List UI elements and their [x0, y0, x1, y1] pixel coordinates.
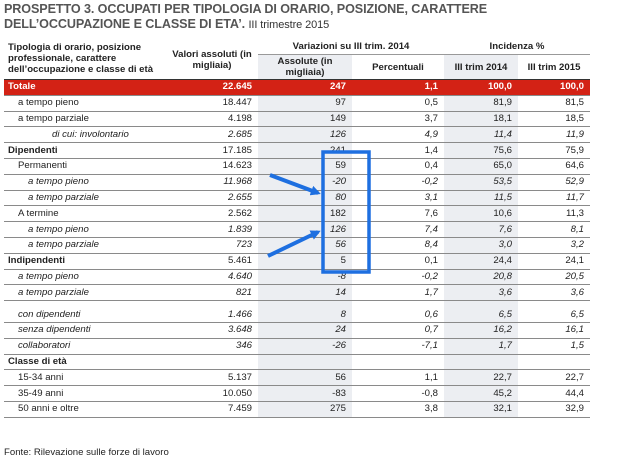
cell-i14: 53,5	[444, 174, 518, 190]
table-row	[4, 237, 590, 253]
cell-a: 247	[258, 80, 352, 96]
table-row	[4, 127, 590, 143]
row-label: 35-49 anni	[4, 386, 166, 402]
cell-v: 1.466	[166, 307, 258, 322]
cell-v: 11.968	[166, 174, 258, 190]
cell-v: 3.648	[166, 322, 258, 338]
row-label: Indipendenti	[4, 253, 166, 269]
cell-v: 10.050	[166, 386, 258, 402]
row-label: a tempo parziale	[4, 285, 166, 301]
cell-v: 723	[166, 237, 258, 253]
cell-a: 97	[258, 95, 352, 111]
cell-i14: 100,0	[444, 80, 518, 96]
cell-i14: 65,0	[444, 158, 518, 174]
row-label: A termine	[4, 206, 166, 222]
header-label: Tipologia di orario, posizione professionale, carattere dell’occupazione e classe di età	[4, 40, 166, 80]
cell-a: 80	[258, 190, 352, 206]
cell-p: 3,7	[352, 111, 444, 127]
cell-i14: 3,0	[444, 237, 518, 253]
cell-p: -0,2	[352, 174, 444, 190]
cell-i14: 45,2	[444, 386, 518, 402]
cell-i14: 10,6	[444, 206, 518, 222]
row-label: a tempo parziale	[4, 237, 166, 253]
cell-v: 4.640	[166, 269, 258, 285]
cell-i14: 16,2	[444, 322, 518, 338]
title-sub: III trimestre 2015	[248, 19, 330, 31]
cell-i15: 75,9	[518, 143, 590, 159]
cell-i15: 20,5	[518, 269, 590, 285]
cell-i14: 18,1	[444, 111, 518, 127]
cell-a: -83	[258, 386, 352, 402]
cell-v: 1.839	[166, 222, 258, 238]
cell-p: -0,2	[352, 269, 444, 285]
cell-v: 2.655	[166, 190, 258, 206]
table-row	[4, 307, 590, 322]
cell-p: 0,7	[352, 322, 444, 338]
table-row	[4, 174, 590, 190]
cell-v: 14.623	[166, 158, 258, 174]
cell-v: 18.447	[166, 95, 258, 111]
cell-v: 4.198	[166, 111, 258, 127]
cell-i15: 32,9	[518, 401, 590, 417]
table-row-total	[4, 80, 590, 96]
cell-i15: 1,5	[518, 338, 590, 354]
cell-v: 5.461	[166, 253, 258, 269]
cell-i15	[518, 354, 590, 370]
table-row	[4, 158, 590, 174]
cell-v: 17.185	[166, 143, 258, 159]
cell-i15: 6,5	[518, 307, 590, 322]
table-row	[4, 253, 590, 269]
cell-i14: 22,7	[444, 370, 518, 386]
cell-p: 0,5	[352, 95, 444, 111]
cell-p: 0,4	[352, 158, 444, 174]
cell-i14	[444, 354, 518, 370]
cell-p: 7,6	[352, 206, 444, 222]
row-label: di cui: involontario	[4, 127, 166, 143]
cell-a: 182	[258, 206, 352, 222]
cell-a: 24	[258, 322, 352, 338]
cell-i14: 32,1	[444, 401, 518, 417]
cell-i14: 6,5	[444, 307, 518, 322]
table-row	[4, 386, 590, 402]
cell-a	[258, 354, 352, 370]
cell-a: 59	[258, 158, 352, 174]
cell-v: 346	[166, 338, 258, 354]
row-label: a tempo pieno	[4, 222, 166, 238]
cell-v: 821	[166, 285, 258, 301]
page-title	[4, 2, 616, 33]
cell-p: 1,7	[352, 285, 444, 301]
cell-v: 7.459	[166, 401, 258, 417]
cell-p: 1,1	[352, 80, 444, 96]
row-label: a tempo pieno	[4, 269, 166, 285]
cell-i14: 20,8	[444, 269, 518, 285]
cell-a: 149	[258, 111, 352, 127]
row-label: senza dipendenti	[4, 322, 166, 338]
cell-i14: 7,6	[444, 222, 518, 238]
row-label: Classe di età	[4, 354, 166, 370]
cell-i14: 11,4	[444, 127, 518, 143]
header-variazioni: Variazioni su III trim. 2014	[258, 40, 444, 55]
cell-i14: 11,5	[444, 190, 518, 206]
row-label: a tempo pieno	[4, 174, 166, 190]
cell-a: -26	[258, 338, 352, 354]
cell-i14: 1,7	[444, 338, 518, 354]
cell-a: 126	[258, 222, 352, 238]
cell-i15: 8,1	[518, 222, 590, 238]
cell-p: -7,1	[352, 338, 444, 354]
cell-v: 22.645	[166, 80, 258, 96]
header-trim2015: III trim 2015	[518, 55, 590, 80]
table-row	[4, 285, 590, 301]
table-row	[4, 269, 590, 285]
row-label: Dipendenti	[4, 143, 166, 159]
table-row	[4, 222, 590, 238]
cell-a: 56	[258, 237, 352, 253]
table-row	[4, 338, 590, 354]
cell-a: -20	[258, 174, 352, 190]
cell-v	[166, 354, 258, 370]
cell-i15: 24,1	[518, 253, 590, 269]
cell-p	[352, 354, 444, 370]
cell-v: 2.685	[166, 127, 258, 143]
cell-p: 3,8	[352, 401, 444, 417]
cell-p: 0,1	[352, 253, 444, 269]
cell-i14: 3,6	[444, 285, 518, 301]
table-row	[4, 206, 590, 222]
cell-i14: 24,4	[444, 253, 518, 269]
header-percentuali: Percentuali	[352, 55, 444, 80]
row-label: Totale	[4, 80, 166, 96]
cell-v: 2.562	[166, 206, 258, 222]
cell-a: 5	[258, 253, 352, 269]
cell-a: 56	[258, 370, 352, 386]
cell-i15: 3,6	[518, 285, 590, 301]
table-row	[4, 354, 590, 370]
cell-i15: 16,1	[518, 322, 590, 338]
table-row	[4, 322, 590, 338]
cell-i15: 11,3	[518, 206, 590, 222]
cell-i14: 75,6	[444, 143, 518, 159]
header-assolute: Assolute (in migliaia)	[258, 55, 352, 80]
cell-i14: 81,9	[444, 95, 518, 111]
cell-p: 0,6	[352, 307, 444, 322]
cell-i15: 100,0	[518, 80, 590, 96]
cell-p: 8,4	[352, 237, 444, 253]
title-main: PROSPETTO 3. OCCUPATI PER TIPOLOGIA DI ORARIO, POSIZIONE, CARATTERE DELL’OCCUPAZIONE E CLASSE DI ETA’.	[4, 2, 488, 31]
row-label: collaboratori	[4, 338, 166, 354]
cell-i15: 3,2	[518, 237, 590, 253]
table-body	[4, 80, 590, 418]
header-valori: Valori assoluti (in migliaia)	[166, 40, 258, 80]
cell-p: 4,9	[352, 127, 444, 143]
cell-i15: 11,7	[518, 190, 590, 206]
cell-p: 7,4	[352, 222, 444, 238]
row-label: a tempo pieno	[4, 95, 166, 111]
cell-a: 241	[258, 143, 352, 159]
row-label: 15-34 anni	[4, 370, 166, 386]
cell-a: 275	[258, 401, 352, 417]
row-label: Permanenti	[4, 158, 166, 174]
cell-p: -0,8	[352, 386, 444, 402]
cell-i15: 52,9	[518, 174, 590, 190]
data-table	[4, 40, 590, 418]
table-row	[4, 401, 590, 417]
cell-a: 8	[258, 307, 352, 322]
cell-a: 14	[258, 285, 352, 301]
header-trim2014: III trim 2014	[444, 55, 518, 80]
cell-i15: 22,7	[518, 370, 590, 386]
row-label: a tempo parziale	[4, 111, 166, 127]
table-row	[4, 95, 590, 111]
cell-v: 5.137	[166, 370, 258, 386]
cell-p: 1,1	[352, 370, 444, 386]
cell-i15: 64,6	[518, 158, 590, 174]
cell-i15: 11,9	[518, 127, 590, 143]
table-row	[4, 111, 590, 127]
cell-a: -8	[258, 269, 352, 285]
footer-source: Fonte: Rilevazione sulle forze di lavoro	[4, 447, 169, 458]
cell-p: 3,1	[352, 190, 444, 206]
cell-i15: 44,4	[518, 386, 590, 402]
table-row	[4, 370, 590, 386]
cell-i15: 18,5	[518, 111, 590, 127]
cell-a: 126	[258, 127, 352, 143]
row-label: con dipendenti	[4, 307, 166, 322]
row-label: a tempo parziale	[4, 190, 166, 206]
table-row	[4, 190, 590, 206]
cell-p: 1,4	[352, 143, 444, 159]
row-label: 50 anni e oltre	[4, 401, 166, 417]
header-incidenza: Incidenza %	[444, 40, 590, 55]
table-row	[4, 143, 590, 159]
cell-i15: 81,5	[518, 95, 590, 111]
